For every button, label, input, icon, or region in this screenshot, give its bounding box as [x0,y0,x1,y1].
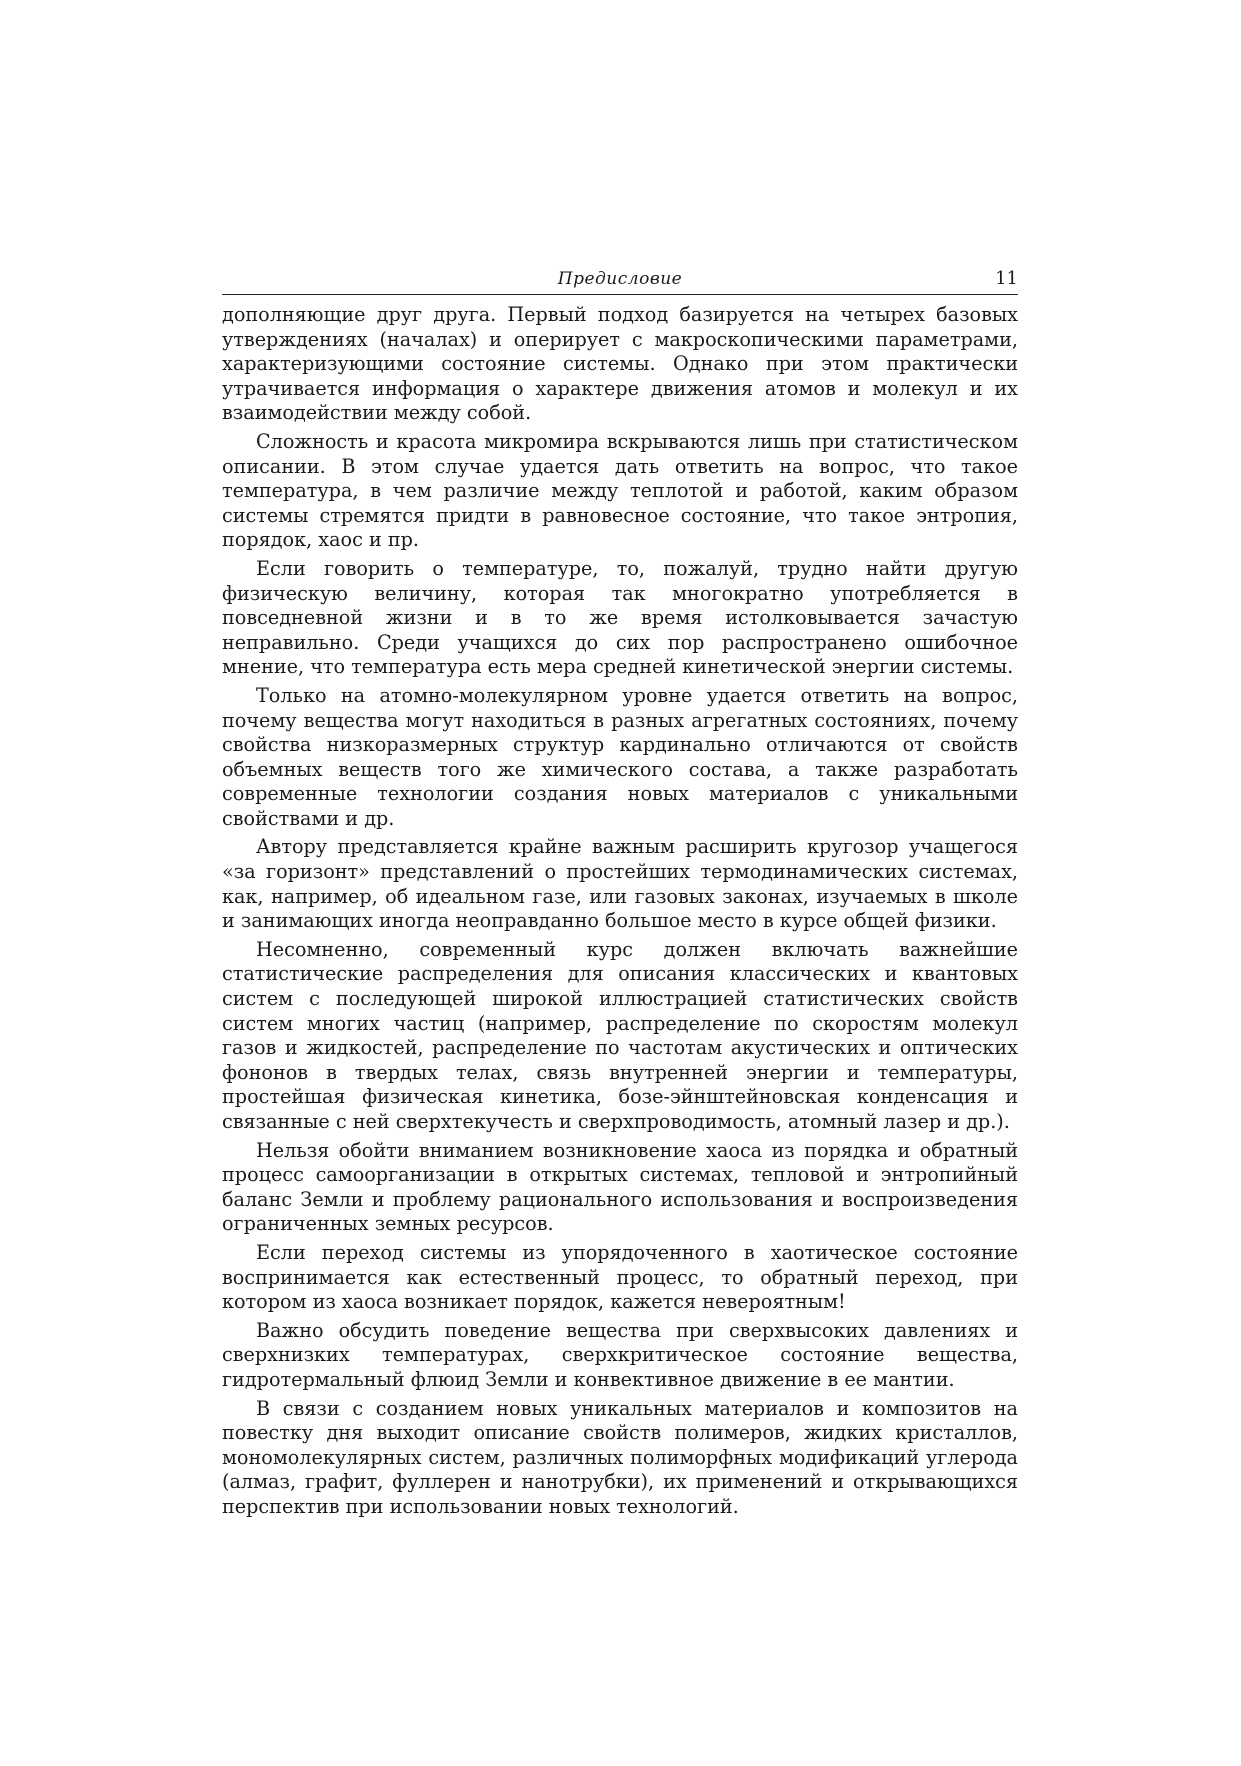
paragraph-5: Автору представляется крайне важным расширить кругозор учащегося «за горизонт» представлений о простейших термодинамических системах, как, например, об идеальном газе, или газовых законах, изучаемых в школе и занимающих иногда неоправданно большое место в курсе общей физики. [222,835,1018,933]
book-page [222,268,1018,1524]
paragraph-10: В связи с созданием новых уникальных материалов и композитов на повестку дня выходит описание свойств полимеров, жидких кристаллов, мономолекулярных систем, различных полиморфных модификаций углерода (алмаз, графит, фуллерен и нанотрубки), их применений и открывающихся перспектив при использовании новых технологий. [222,1396,1018,1518]
paragraph-1: дополняющие друг друга. Первый подход базируется на четырех базовых утверждениях (началах) и оперирует с макроскопическими параметрами, характеризующими состояние системы. Однако при этом практически утрачивается информация о характере движения атомов и молекул и их взаимодействии между собой. [222,303,1018,425]
running-title: Предисловие [557,269,683,289]
page-number: 11 [995,268,1018,289]
paragraph-3: Если говорить о температуре, то, пожалуй, трудно найти другую физическую величину, которая так многократно употребляется в повседневной жизни и в то же время истолковывается зачастую неправильно. Среди учащихся до сих пор распространено ошибочное мнение, что температура есть мера средней кинетической энергии системы. [222,556,1018,679]
paragraph-4: Только на атомно-молекулярном уровне удается ответить на вопрос, почему вещества могут находиться в разных агрегатных состояниях, почему свойства низкоразмерных структур кардинально отличаются от свойств объемных веществ того же химического состава, а также разработать современные технологии создания новых материалов с уникальными свойствами и др. [222,683,1018,830]
paragraph-6: Несомненно, современный курс должен включать важнейшие статистические распределения для описания классических и квантовых систем с последующей широкой иллюстрацией статистических свойств систем многих частиц (например, распределение по скоростям молекул газов и жидкостей, распределение по частотам акустических и оптических фононов в твердых телах, связь внутренней энергии и температуры, простейшая физическая кинетика, бозе-эйнштейновская конденсация и связанные с ней сверхтекучесть и сверхпроводимость, атомный лазер и др.). [222,937,1018,1133]
body-text [222,303,1018,1520]
paragraph-9: Важно обсудить поведение вещества при сверхвысоких давлениях и сверхнизких температурах, сверхкритическое состояние вещества, гидротермальный флюид Земли и конвективное движение в ее мантии. [222,1318,1018,1391]
paragraph-2: Сложность и красота микромира вскрываются лишь при статистическом описании. В этом случае удается дать ответить на вопрос, что такое температура, в чем различие между теплотой и работой, каким образом системы стремятся придти в равновесное состояние, что такое энтропия, порядок, хаос и пр. [222,429,1018,552]
paragraph-7: Нельзя обойти вниманием возникновение хаоса из порядка и обратный процесс самоорганизации в открытых системах, тепловой и энтропийный баланс Земли и проблему рационального использования и воспроизведения ограниченных земных ресурсов. [222,1138,1018,1236]
running-head [222,268,1018,295]
paragraph-8: Если переход системы из упорядоченного в хаотическое состояние воспринимается как естественный процесс, то обратный переход, при котором из хаоса возникает порядок, кажется невероятным! [222,1240,1018,1314]
